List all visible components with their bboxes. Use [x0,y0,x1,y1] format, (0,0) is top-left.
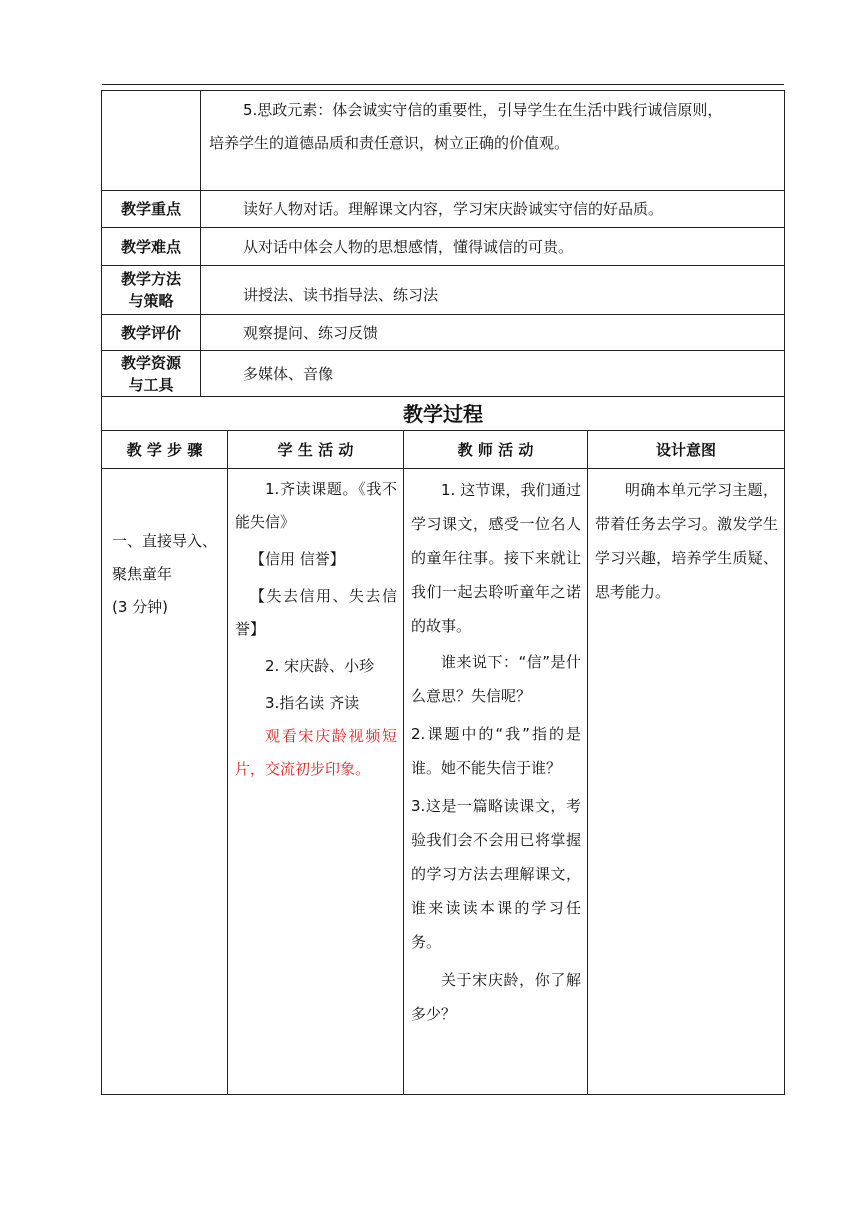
teacher-item-1: 1. 这节课，我们通过学习课文，感受一位名人的童年往事。接下来就让我们一起去聆听童年之诺的故事。 [411,481,581,635]
design-intent-text: 明确本单元学习主题，带着任务去学习。激发学生学习兴趣，培养学生质疑、思考能力。 [595,481,778,601]
info-value-difficulties: 从对话中体会人物的思想感情，懂得诚信的可贵。 [200,227,785,266]
col-header-student: 学 生 活 动 [227,430,404,469]
info-label-resources: 教学资源 与工具 [101,350,201,397]
info-label-evaluation: 教学评价 [101,314,201,351]
step-cell [101,468,228,1095]
design-intent-cell [587,468,785,1095]
step-name: 一、直接导入、聚焦童年 [112,532,218,583]
student-item-6-highlight: 观看宋庆龄视频短片，交流初步印象。 [235,727,397,778]
col-header-step: 教 学 步 骤 [101,430,228,469]
step-time: (3 分钟) [112,598,169,616]
teacher-item-2: 谁来说下：“信”是什么意思？失信呢？ [411,653,581,705]
info-label-key-points: 教学重点 [101,190,201,228]
objective-line-1: 5.思政元素：体会诚实守信的重要性，引导学生在生活中践行诚信原则， [243,101,723,119]
teacher-item-3: 2.课题中的“我”指的是谁。她不能失信于谁？ [411,725,581,777]
info-label-difficulties: 教学难点 [101,227,201,266]
teacher-item-4: 3.这是一篇略读课文，考验我们会不会用已将掌握的学习方法去理解课文，谁来读读本课的学习任务。 [411,797,581,951]
info-value-evaluation: 观察提问、练习反馈 [200,314,785,351]
student-item-4: 2. 宋庆龄、小珍 [265,657,375,675]
info-value-methods: 讲授法、读书指导法、练习法 [200,265,785,315]
top-row-label-cell [101,90,201,191]
teacher-item-5: 关于宋庆龄，你了解多少？ [411,971,581,1023]
info-value-key-points: 读好人物对话。理解课文内容，学习宋庆龄诚实守信的好品质。 [200,190,785,228]
teacher-activity-cell [403,468,588,1095]
header-rule [102,84,784,85]
student-item-5: 3.指名读 齐读 [265,694,360,712]
student-activity-cell [227,468,404,1095]
col-header-intent: 设计意图 [587,430,785,469]
student-item-3: 【失去信用、失去信誉】 [235,587,397,638]
process-title: 教学过程 [101,396,785,431]
info-label-methods: 教学方法 与策略 [101,265,201,315]
student-item-1: 1.齐读课题。《我不能失信》 [235,480,397,531]
info-value-resources: 多媒体、音像 [200,350,785,397]
objective-line-2: 培养学生的道德品质和责任意识，树立正确的价值观。 [209,134,570,152]
top-row-value-cell [200,90,785,191]
col-header-teacher: 教 师 活 动 [403,430,588,469]
student-item-2: 【信用 信誉】 [250,550,345,568]
